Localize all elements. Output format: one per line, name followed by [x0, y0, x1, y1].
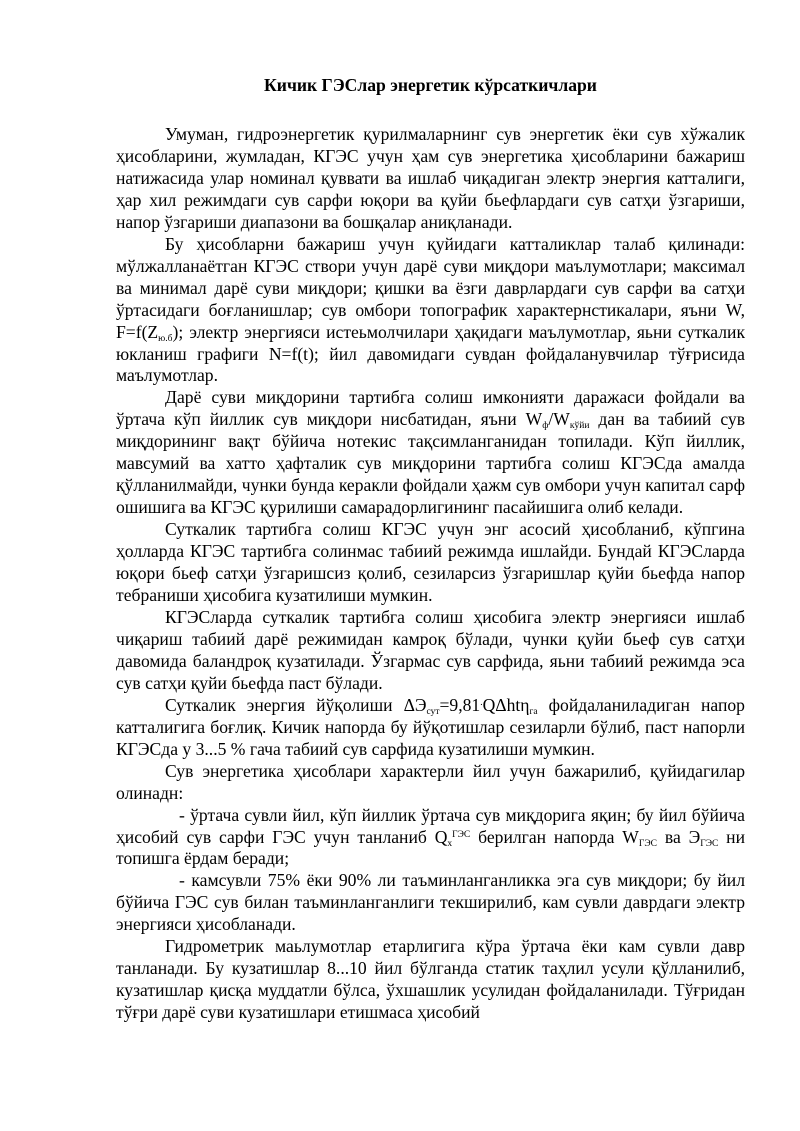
paragraph-1: Умуман, гидроэнергетик қурилмаларнинг сув энергетик ёки сув хўжалик ҳисобларини, жумладан, КГЭС учун ҳам сув энергетика ҳисобларини бажариш натижасида улар номинал қуввати ва ишлаб чиқадиган электр энергия катталиги, ҳар хил режимдаги сув сарфи юқори ва қуйи бьефлардаги сув сатҳи ўзгариши, напор ўзгариши диапазони ва бошқалар аниқланади.: [116, 124, 745, 232]
paragraph-2-text-a: Бу ҳисобларни бажариш учун қуйидаги катталиклар талаб қилинади: мўлжалланаётган КГЭС створи учун дарё суви миқдори маълумотлари; максимал ва минимал дарё суви миқдори; қишки ва ёзги даврлардаги сув сарфи ва сатҳи ўртасидаги боғланишлар; сув омбори топографик характернстикалари, яъни W, F=f(Z: [116, 233, 745, 342]
paragraph-3: [116, 387, 745, 519]
paragraph-3-text-mid: /W: [548, 409, 570, 430]
paragraph-2: [116, 234, 745, 388]
paragraph-2-text-b: ); электр энергияси истеьмолчилари ҳақидаги маълумотлар, яьни суткалик юкланиш графиги N=f(t); йил давомидаги сувдан фойдаланувчилар тўғрисида маълумотлар.: [116, 321, 745, 386]
paragraph-5: КГЭСларда суткалик тартибга солиш ҳисобига электр энергияси ишлаб чиқариш табиий дарё режимидан камроқ бўлади, чунки қуйи бьеф сув сатҳи давомида баландроқ кузатилади. Ўзгармас сув сарфида, яьни табиий режимда эса сув сатҳи қуйи бьефда паст бўлади.: [116, 606, 745, 693]
document-title: Кичик ГЭСлар энергетик кўрсаткичлари: [264, 75, 597, 95]
subscript: сут: [426, 706, 440, 717]
paragraph-6-text-b: =9,81: [439, 694, 481, 715]
paragraph-6-text-a: Суткалик энергия йўқолиши ΔЭ: [165, 694, 427, 715]
subscript: ГЭС: [638, 838, 658, 849]
paragraph-7: Сув энергетика ҳисоблари характерли йил учун бажарилиб, қуйидагилар олинадн:: [116, 760, 745, 803]
superscript: .: [480, 697, 483, 708]
superscript: ГЭС: [452, 829, 471, 840]
paragraph-6-text-c: QΔhtη: [482, 694, 530, 715]
paragraph-3-text-a: Дарё суви миқдорини тартибга солиш имконияти даражаси фойдали ва ўртача кўп йиллик сув миқдори нисбатидан, яъни W: [116, 387, 745, 430]
paragraph-3-text-b: дан ва табиий сув миқдорининг вақт бўйича нотекис тақсимланганидан топилади. Кўп йиллик, мавсумий ва хатто ҳафталик сув миқдорини тартибга солиш КГЭСда амалда қўлланилмайди, чунки бунда керакли фойдали ҳажм сув омбори учун капитал сарф ошишига ва КГЭС қурилиши самарадорлигининг пасайишига олиб келади.: [116, 409, 745, 518]
list-item-2: - камсувли 75% ёки 90% ли таъминланганликка эга сув миқдори; бу йил бўйича ГЭС сув билан таъминланганлиги текширилиб, кам сувли даврдаги электр энергияси ҳисобланади.: [116, 870, 745, 935]
subscript: кўйи: [569, 421, 590, 432]
paragraph-10: Гидрометрик маьлумотлар етарлигига кўра ўртача ёки кам сувли давр танланади. Бу кузатишлар 8...10 йил бўлганда статик таҳлил усули қўлланилиб, кузатишлар қисқа муддатли бўлса, ўхшашлик усулидан фойдаланилади. Тўғридан тўғри дарё суви кузатишлари етишмаса ҳисобий: [116, 936, 745, 1023]
list-item-1-text-d: ни топишга ёрдам беради;: [116, 826, 746, 869]
subscript: х: [447, 838, 453, 849]
list-item-1-text-c: ва Э: [657, 826, 701, 847]
subscript: га: [529, 706, 538, 717]
list-item-1-text-a: - ўртача сувли йил, кўп йиллик ўртача сув миқдорига яқин; бу йил бўйича ҳисобий сув сарфи ГЭС учун танланиб Q: [116, 804, 745, 847]
list-item-1-text-b: берилган напорда W: [470, 826, 639, 847]
list-item-1: [116, 805, 745, 871]
subscript: ф: [542, 421, 549, 432]
paragraph-6-text-d: фойдаланиладиган напор катталигига боғлиқ. Кичик напорда бу йўқотишлар сезиларли бўлиб, паст напорли КГЭСда у 3...5 % гача табиий сув сарфида кузатилиши мумкин.: [116, 694, 745, 759]
subscript: ю.б: [158, 333, 173, 344]
paragraph-4: Суткалик тартибга солиш КГЭС учун энг асосий ҳисобланиб, кўпгина ҳолларда КГЭС тартибга солинмас табиий режимда ишлайди. Бундай КГЭСларда юқори бьеф сатҳи ўзгаришсиз қолиб, сезиларсиз ўзгаришлар қуйи бьефда напор тебраниши ҳисобига кузатилиши мумкин.: [116, 519, 745, 606]
subscript: ГЭС: [700, 838, 719, 849]
paragraph-6: [116, 695, 745, 761]
